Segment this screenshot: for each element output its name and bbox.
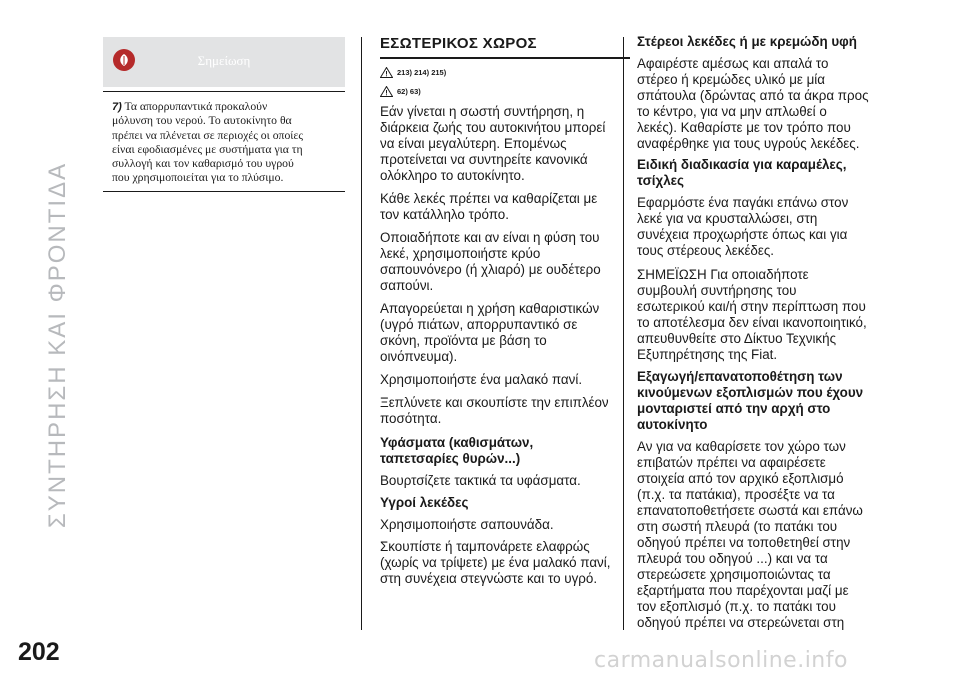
section-title-rule xyxy=(380,57,630,59)
caution-reference: 62) 63) xyxy=(380,84,620,98)
note-line: πρέπει να πλένεται σε περιοχές οι οποίες xyxy=(112,128,303,142)
subheading: Ειδική διαδικασία για καραμέλες, τσίχλες xyxy=(637,157,847,188)
paragraph: Βουρτσίζετε τακτικά τα υφάσματα. xyxy=(380,473,581,488)
note-line: συλλογή και τον καθαρισμό του υγρού xyxy=(112,157,294,171)
paragraph: Κάθε λεκές πρέπει να καθαρίζεται με τον κατάλληλο τρόπο. xyxy=(380,191,598,222)
paragraph: Απαγορεύεται η χρήση καθαριστικών (υγρό πιάτων, απορρυπαντικό σε σκόνη, προϊόντα με βάση το οινόπνευμα). xyxy=(380,301,600,364)
note-body xyxy=(112,100,344,186)
paragraph: Σκουπίστε ή ταμπονάρετε ελαφρώς (χωρίς να τρίψετε) με ένα μαλακό πανί, στη συνέχεια στεγνώστε και το υγρό. xyxy=(380,539,611,586)
warning-triangle-icon xyxy=(380,67,393,78)
subheading: Εξαγωγή/επανατοποθέτηση των κινούμενων εξοπλισμών που έχουν μονταριστεί από την αρχή στο αυτοκίνητο xyxy=(637,369,864,432)
warning-reference: 213) 214) 215) xyxy=(380,65,620,79)
paragraph: Εάν γίνεται η σωστή συντήρηση, η διάρκεια ζωής του αυτοκινήτου μπορεί να είναι μεγαλύτερη. Επομένως προτείνεται να συντηρείτε κανονικά ολόκληρο το αυτοκίνητο. xyxy=(380,104,606,183)
column-divider-left xyxy=(361,37,362,630)
chapter-side-title: ΣΥΝΤΗΡΗΣΗ ΚΑΙ ΦΡΟΝΤΙΔΑ xyxy=(44,161,71,529)
paragraph: Ξεπλύνετε και σκουπίστε την επιπλέον ποσότητα. xyxy=(380,395,609,426)
paragraph: Χρησιμοποιήστε σαπουνάδα. xyxy=(380,517,554,532)
column-interior xyxy=(380,35,620,587)
paragraph: Οποιαδήποτε και αν είναι η φύση του λεκέ, χρησιμοποιήστε κρύο σαπουνόνερο (ή χλιαρό) με ουδέτερο σαπούνι. xyxy=(380,230,601,293)
paragraph: Χρησιμοποιήστε ένα μαλακό πανί. xyxy=(380,372,583,387)
note-line: είναι εφοδιασμένες με συστήματα για τη xyxy=(112,142,303,156)
paragraph: Εφαρμόστε ένα παγάκι επάνω στον λεκέ για να κρυσταλλώσει, στη συνέχεια προχωρήστε όπως και για τους στέρεους λεκέδες. xyxy=(637,195,849,258)
watermark: carmanualsonline.info xyxy=(594,648,848,673)
section-title: ΕΣΩΤΕΡΙΚΟΣ ΧΩΡΟΣ xyxy=(380,35,537,52)
note-title: Σημείωση xyxy=(197,53,251,68)
subheading: Υγροί λεκέδες xyxy=(380,495,469,510)
subheading: Στέρεοι λεκέδες ή με κρεμώδη υφή xyxy=(637,34,857,49)
paragraph: Αφαιρέστε αμέσως και απαλά το στέρεο ή κρεμώδες υλικό με μία σπάτουλα (δρώντας από τα άκρα προς το κέντρο, για να μην απλωθεί ο λεκές). Καθαρίστε με τον τρόπο που αναφέρθηκε για τους υγρούς λεκέδες. xyxy=(637,56,869,151)
note-line: μόλυνση του νερού. Το αυτοκίνητο θα xyxy=(112,114,292,128)
note-header xyxy=(103,37,345,87)
caution-triangle-icon xyxy=(380,86,393,97)
page-number: 202 xyxy=(18,638,60,666)
subheading: Υφάσματα (καθισμάτων, ταπετσαρίες θυρών...) xyxy=(380,435,534,466)
note-bottom-rule xyxy=(103,191,345,192)
paragraph: ΣΗΜΕΪΩΣΗ Για οποιαδήποτε συμβουλή συντήρησης του εσωτερικού και/ή στην περίπτωση που το αποτέλεσμα δεν είναι ικανοποιητικό, απευθυνθείτε στο Δίκτυο Τεχνικής Εξυπηρέτησης της Fiat. xyxy=(637,267,867,362)
column-divider-right xyxy=(623,37,624,630)
note-number: 7) xyxy=(112,101,122,113)
paragraph: Αν για να καθαρίσετε τον χώρο των επιβατών πρέπει να αφαιρέσετε στοιχεία από τον αρχικό εξοπλισμό (π.χ. τα πατάκια), προσέξτε να τα επανατοποθετήσετε σωστά και επάνω στη σωστή πλευρά (το πατάκι του οδηγού πρέπει να τοποθετηθεί στην πλευρά του οδηγού ...) και να τα στερεώσετε χρησιμοποιώντας τα εξαρτήματα που παρέχονται μαζί με τον εξοπλισμό (π.χ. το πατάκι του οδηγού πρέπει να στερεώνεται στη xyxy=(637,439,863,630)
note-line: 7) Τα απορρυπαντικά προκαλούν xyxy=(112,100,268,113)
note-line: που χρησιμοποιείται για το πλύσιμο. xyxy=(112,171,284,185)
note-divider xyxy=(103,91,345,92)
column-cleaning xyxy=(637,34,917,631)
